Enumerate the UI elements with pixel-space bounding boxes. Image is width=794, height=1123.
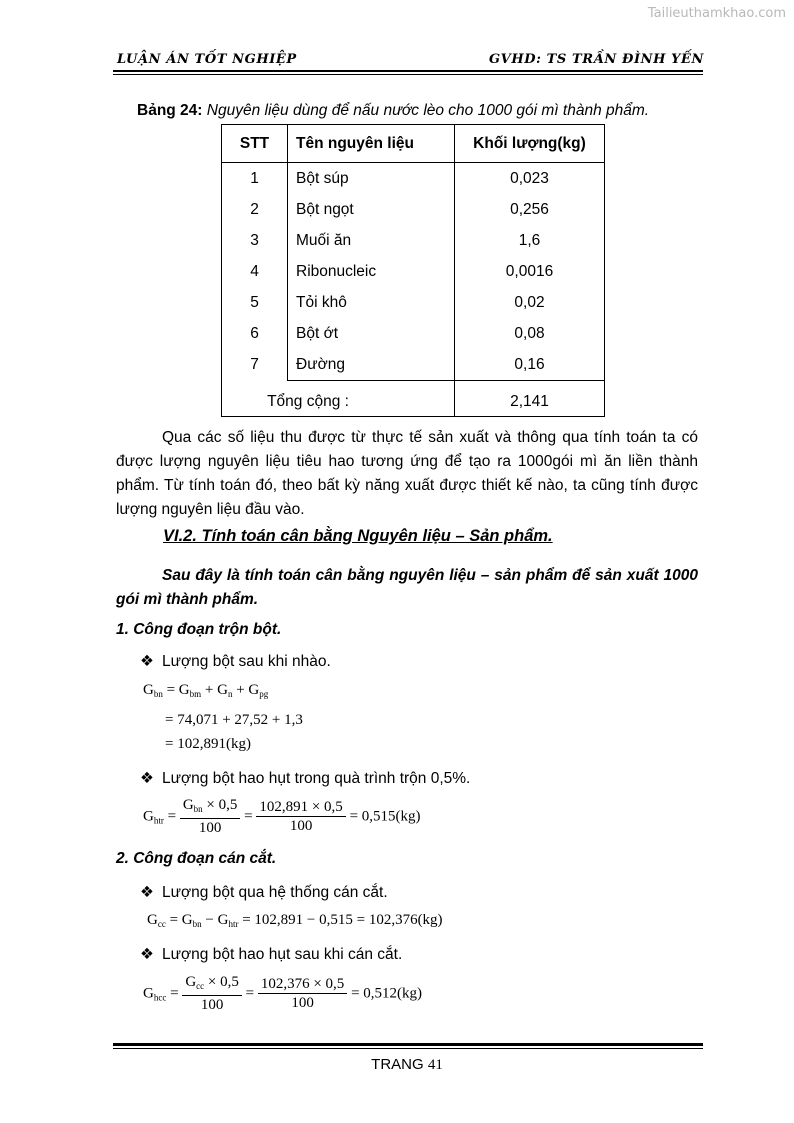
watermark: Tailieuthamkhao.com: [647, 6, 786, 21]
cell-name: Ribonucleic: [288, 256, 455, 287]
page-number: [0, 1056, 794, 1074]
header-right: GVHD: TS TRẦN ĐÌNH YẾN: [488, 52, 704, 67]
header-left: LUẬN ÁN TỐT NGHIỆP: [117, 52, 297, 67]
cell-mass: 0,16: [455, 349, 605, 381]
bullet-text: Lượng bột hao hụt sau khi cán cắt.: [162, 946, 403, 963]
page-number-value: 41: [427, 1057, 443, 1073]
bullet-icon: ❖: [140, 653, 154, 670]
cell-name: Bột ớt: [288, 318, 455, 349]
equation-gbn: $G_{bn} = G_{bm} + G_n + G_{pg}$: [143, 682, 269, 699]
table-row: [222, 163, 605, 195]
paragraph-explanation: [116, 426, 698, 522]
equation-ghtr: $G_{htr}$ = $\frac{G_{bn} \times 0,5}{100}$ = $\frac{102,891 \times 0,5}{100}$ = 0,515(kg): [143, 797, 421, 836]
cell-mass: 0,02: [455, 287, 605, 318]
bullet-icon: ❖: [140, 884, 154, 901]
table-row: [222, 225, 605, 256]
cell-stt: 5: [222, 287, 288, 318]
cell-name: Bột súp: [288, 163, 455, 195]
cell-stt: 2: [222, 194, 288, 225]
step2-bullet1: [140, 883, 388, 902]
table-row: [222, 194, 605, 225]
step2-bullet2: [140, 945, 402, 964]
footer-rule: [113, 1043, 703, 1046]
bullet-icon: ❖: [140, 946, 154, 963]
total-value: 2,141: [455, 381, 605, 417]
cell-stt: 7: [222, 349, 288, 381]
cell-mass: 0,256: [455, 194, 605, 225]
bullet-text: Lượng bột sau khi nhào.: [162, 653, 331, 670]
column-header-name: Tên nguyên liệu: [288, 125, 455, 163]
bullet-icon: ❖: [140, 770, 154, 787]
cell-name: Đường: [288, 349, 455, 381]
intro-text: Sau đây là tính toán cân bằng nguyên liệu – sản phẩm để sản xuất 1000 gói mì thành phẩm.: [116, 567, 698, 608]
section-title: VI.2. Tính toán cân bằng Nguyên liệu – Sản phẩm.: [163, 527, 553, 545]
footer-rule-thin: [113, 1048, 703, 1049]
step2-title: 2. Công đoạn cán cắt.: [116, 850, 277, 867]
cell-stt: 4: [222, 256, 288, 287]
table-row: [222, 349, 605, 381]
header-rule: [113, 70, 703, 72]
table-header-row: [222, 125, 605, 163]
fraction: $\frac{102,376 \times 0,5}{100}$: [258, 976, 347, 1012]
cell-mass: 0,023: [455, 163, 605, 195]
bullet-text: Lượng bột qua hệ thống cán cắt.: [162, 884, 388, 901]
cell-name: Bột ngọt: [288, 194, 455, 225]
materials-table: [221, 124, 605, 417]
equation-gbn-line2: = 74,071 + 27,52 + 1,3: [165, 712, 303, 728]
table-row: [222, 256, 605, 287]
cell-mass: 0,08: [455, 318, 605, 349]
equation-gbn-line3: = 102,891(kg): [165, 736, 251, 752]
column-header-mass: Khối lượng(kg): [455, 125, 605, 163]
fraction: $\frac{102,891 \times 0,5}{100}$: [256, 799, 345, 835]
paragraph-text: Qua các số liệu thu được từ thực tế sản xuất và thông qua tính toán ta có được lượng nguyên liệu tiêu hao tương ứng để tạo ra 1000gói mì ăn liền thành phẩm. Từ tính toán đó, theo bất kỳ năng xuất được thiết kế nào, ta cũng tính được lượng nguyên liệu đầu vào.: [116, 429, 698, 518]
caption-text: Nguyên liệu dùng để nấu nước lèo cho 1000 gói mì thành phẩm.: [206, 102, 650, 119]
table-row: [222, 318, 605, 349]
equation-ghcc: $G_{hcc}$ = $\frac{G_{cc} \times 0,5}{100}$ = $\frac{102,376 \times 0,5}{100}$ = 0,512(kg): [143, 974, 423, 1013]
step1-bullet1: [140, 652, 331, 671]
cell-mass: 0,0016: [455, 256, 605, 287]
cell-stt: 1: [222, 163, 288, 195]
equation-gcc: $G_{cc} = G_{bn} - G_{htr} = 102,891 - 0,515 = 102,376(kg)$: [147, 912, 443, 929]
cell-stt: 3: [222, 225, 288, 256]
table-caption: [137, 102, 649, 120]
fraction: $\frac{G_{cc} \times 0,5}{100}$: [182, 974, 242, 1014]
bullet-text: Lượng bột hao hụt trong quà trình trộn 0,5%.: [162, 770, 471, 787]
cell-name: Muối ăn: [288, 225, 455, 256]
cell-mass: 1,6: [455, 225, 605, 256]
step1-title: 1. Công đoạn trộn bột.: [116, 621, 282, 638]
table-row: [222, 287, 605, 318]
total-label: Tổng cộng :: [222, 381, 455, 417]
cell-name: Tỏi khô: [288, 287, 455, 318]
step1-bullet2: [140, 769, 470, 788]
intro-paragraph: [116, 564, 698, 612]
fraction: $\frac{G_{bn} \times 0,5}{100}$: [180, 797, 241, 837]
table-total-row: [222, 381, 605, 417]
caption-label: Bảng 24:: [137, 102, 203, 119]
page-label: TRANG: [371, 1056, 424, 1073]
cell-stt: 6: [222, 318, 288, 349]
column-header-stt: STT: [222, 125, 288, 163]
header-rule-thin: [113, 74, 703, 75]
